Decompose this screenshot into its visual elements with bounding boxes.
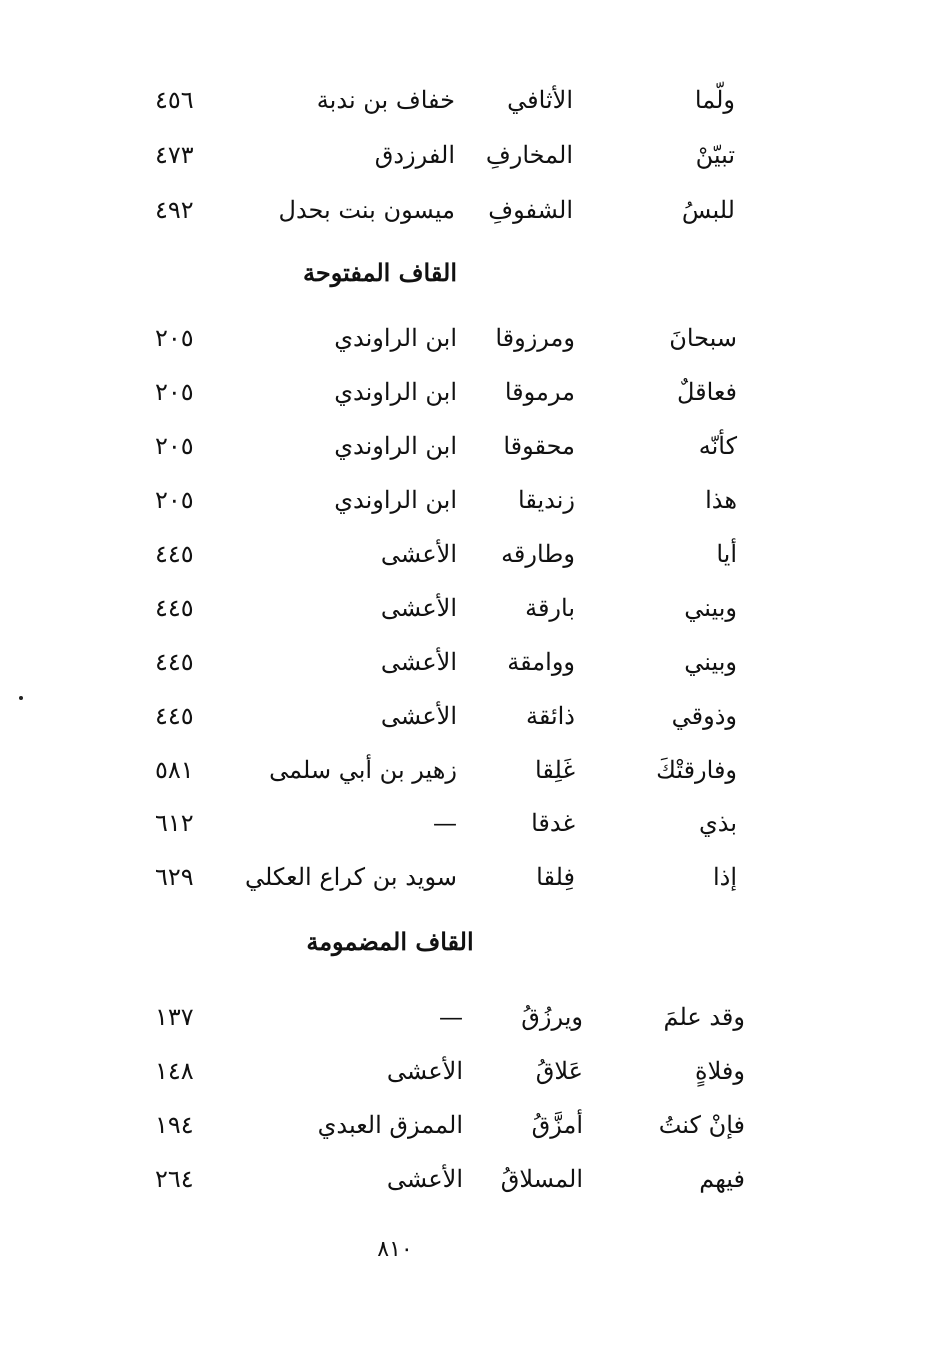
table-row: [0, 80, 945, 120]
first-word: أيا: [716, 540, 737, 568]
page-reference: ٢٠٥: [155, 432, 194, 460]
table-row: [0, 588, 945, 628]
table-row: [0, 803, 945, 843]
rhyme-word: ذائقة: [525, 702, 575, 730]
poet-name: الأعشى: [386, 1165, 463, 1193]
rhyme-word: فِلقا: [536, 863, 575, 891]
first-word: ولّما: [694, 86, 735, 114]
page-reference: ١٩٤: [155, 1111, 194, 1139]
rhyme-word: ويرزُقُ: [521, 1003, 583, 1031]
rhyme-word: الأثافي: [507, 86, 573, 114]
poet-name: ابن الراوندي: [334, 378, 457, 406]
first-word: فعاقلٌ: [676, 378, 737, 406]
table-row: [0, 135, 945, 175]
first-word: إذا: [712, 863, 737, 891]
page-reference: ٢٦٤: [155, 1165, 194, 1193]
first-word: وبيني: [684, 648, 737, 676]
poet-name: —: [433, 809, 457, 837]
poet-name: الأعشى: [380, 648, 457, 676]
first-word: وقد علمَ: [663, 1003, 745, 1031]
page-reference: ٦٢٩: [155, 863, 194, 891]
page-reference: ٤٤٥: [155, 702, 194, 730]
first-word: هذا: [705, 486, 737, 514]
table-row: [0, 534, 945, 574]
poet-name: ابن الراوندي: [334, 432, 457, 460]
table-row: [0, 426, 945, 466]
page-reference: ٤٤٥: [155, 594, 194, 622]
table-row: [0, 1105, 945, 1145]
first-word: بذي: [698, 809, 737, 837]
section-heading: القاف المفتوحة: [302, 258, 457, 287]
table-row: [0, 372, 945, 412]
table-row: [0, 318, 945, 358]
poet-name: سويد بن كراع العكلي: [244, 863, 457, 891]
first-word: سبحانَ: [669, 324, 737, 352]
rhyme-word: المسلاقُ: [500, 1165, 583, 1193]
rhyme-word: محقوقا: [503, 432, 575, 460]
rhyme-word: زنديقا: [518, 486, 575, 514]
page-reference: ٤٤٥: [155, 540, 194, 568]
page-reference: ٤٤٥: [155, 648, 194, 676]
poet-name: زهير بن أبي سلمى: [269, 756, 457, 784]
page-number: ٨١٠: [377, 1237, 413, 1262]
table-row: [0, 997, 945, 1037]
rhyme-word: الشفوفِ: [488, 196, 573, 224]
first-word: فيهم: [699, 1165, 745, 1193]
poet-name: ميسون بنت بحدل: [278, 196, 455, 224]
rhyme-word: غدقا: [531, 809, 575, 837]
page-reference: ٢٠٥: [155, 486, 194, 514]
table-row: [0, 750, 945, 790]
table-row: [0, 1051, 945, 1091]
table-row: [0, 480, 945, 520]
first-word: فإنْ كنتُ: [658, 1111, 745, 1139]
page-reference: ٤٥٦: [155, 86, 194, 114]
poet-name: الممزق العبدي: [317, 1111, 463, 1139]
rhyme-word: عَلاقُ: [535, 1057, 583, 1085]
rhyme-word: مرموقا: [504, 378, 575, 406]
poet-name: الأعشى: [386, 1057, 463, 1085]
page-reference: ١٣٧: [155, 1003, 194, 1031]
table-row: [0, 696, 945, 736]
page-reference: ٢٠٥: [155, 378, 194, 406]
poet-name: ابن الراوندي: [334, 486, 457, 514]
rhyme-word: المخارفِ: [485, 141, 573, 169]
poet-name: الأعشى: [380, 702, 457, 730]
page-reference: ١٤٨: [155, 1057, 194, 1085]
rhyme-word: بارقة: [525, 594, 575, 622]
first-word: وبيني: [684, 594, 737, 622]
first-word: وذوقي: [671, 702, 737, 730]
poet-name: —: [439, 1003, 463, 1031]
table-row: [0, 642, 945, 682]
table-row: [0, 857, 945, 897]
rhyme-word: ومرزوقا: [495, 324, 575, 352]
first-word: كأنّه: [698, 432, 737, 460]
table-row: [0, 190, 945, 230]
poet-name: خفاف بن ندبة: [316, 86, 455, 114]
table-row: [0, 1159, 945, 1199]
rhyme-word: وطارقه: [501, 540, 575, 568]
page-reference: ٦١٢: [155, 809, 194, 837]
rhyme-word: ووامقة: [507, 648, 575, 676]
rhyme-word: غَلِقا: [535, 756, 575, 784]
page-reference: ٤٧٣: [155, 141, 194, 169]
first-word: تبيّنْ: [695, 141, 735, 169]
rhyme-word: أمزَّقُ: [531, 1111, 583, 1139]
poet-name: الأعشى: [380, 594, 457, 622]
poet-name: الأعشى: [380, 540, 457, 568]
section-heading: القاف المضمومة: [306, 927, 474, 956]
page-reference: ٢٠٥: [155, 324, 194, 352]
page-reference: ٥٨١: [155, 756, 194, 784]
first-word: وفارقتْكَ: [656, 756, 737, 784]
first-word: للبسُ: [681, 196, 735, 224]
poet-name: ابن الراوندي: [334, 324, 457, 352]
first-word: وفلاةٍ: [695, 1057, 745, 1085]
page-reference: ٤٩٢: [155, 196, 194, 224]
poet-name: الفرزدق: [374, 141, 455, 169]
